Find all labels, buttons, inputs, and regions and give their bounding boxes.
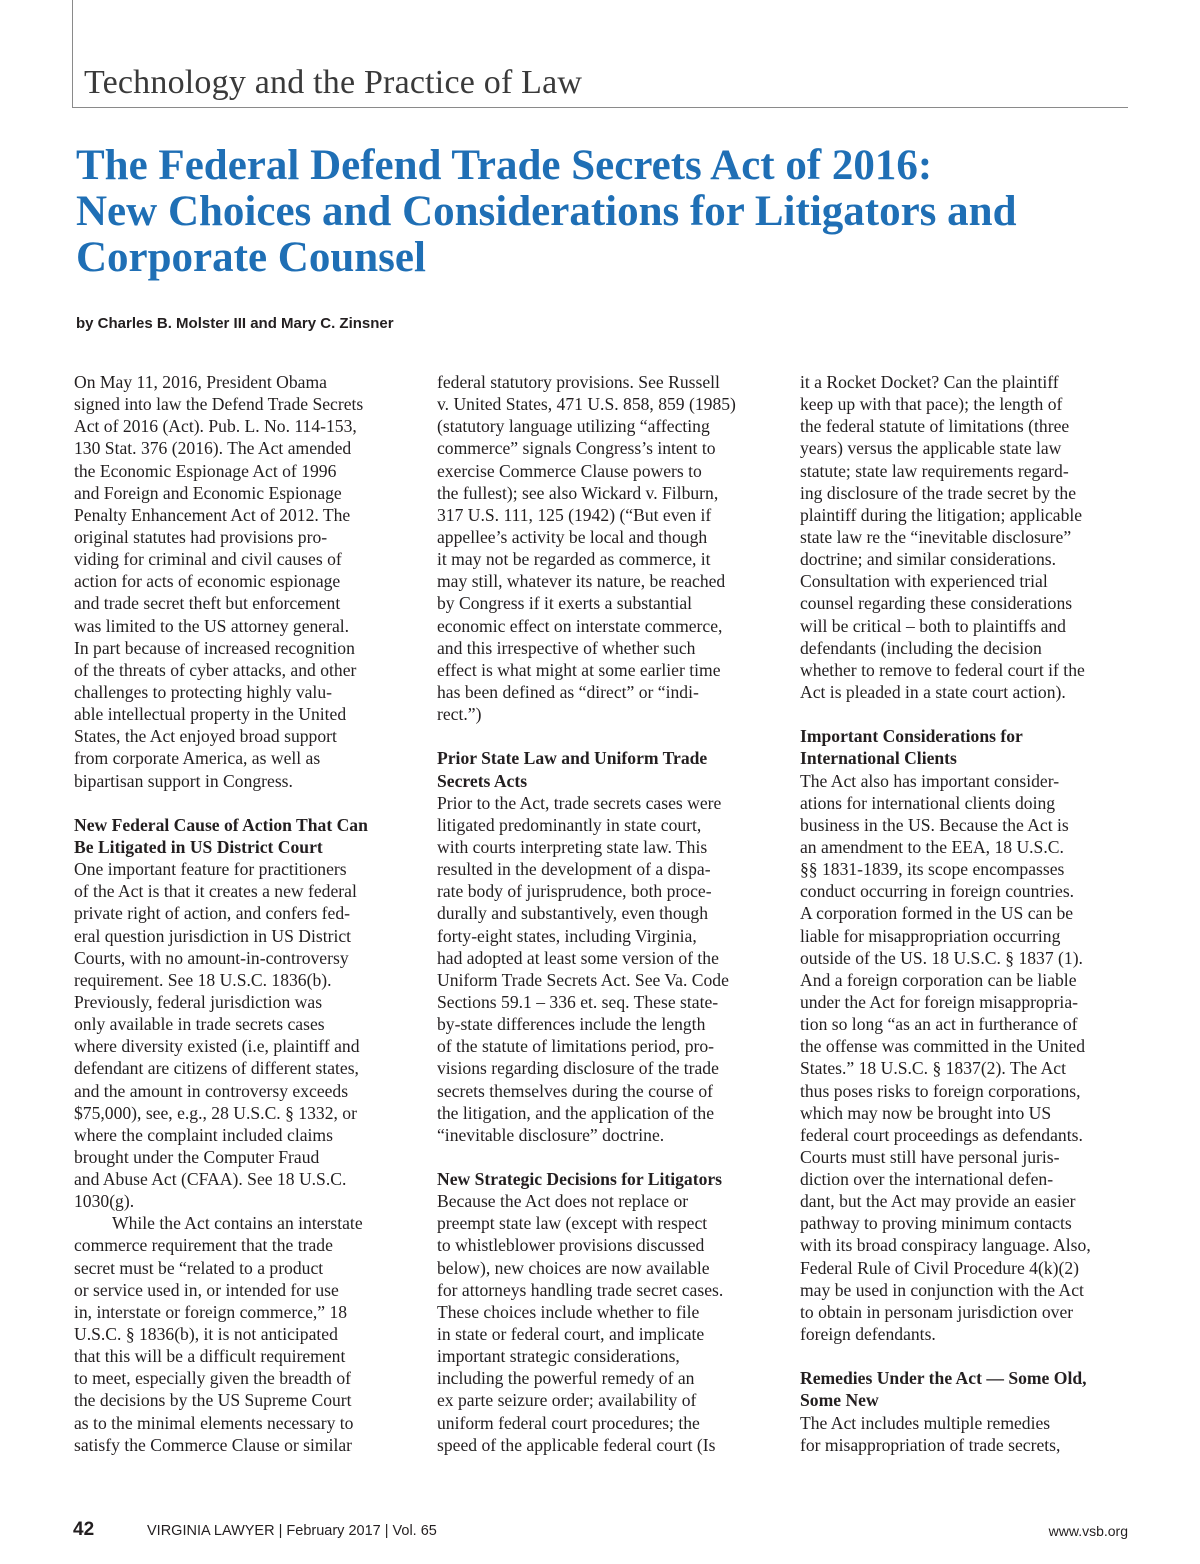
body-text-line: signed into law the Defend Trade Secrets <box>74 394 364 415</box>
body-text-line: in, interstate or foreign commerce,” 18 <box>74 1301 348 1322</box>
body-text-line: challenges to protecting highly valu- <box>74 681 332 702</box>
body-text-line: doctrine; and similar considerations. <box>800 549 1057 570</box>
section-heading-line: Some New <box>800 1390 879 1411</box>
byline: by Charles B. Molster III and Mary C. Zinsner <box>76 315 394 332</box>
paragraph-gap <box>437 1146 773 1168</box>
body-text-line: to meet, especially given the breadth of <box>74 1368 351 1389</box>
body-text-line: uniform federal court procedures; the <box>437 1412 700 1433</box>
body-text-line: as to the minimal elements necessary to <box>74 1412 354 1433</box>
title-line: New Choices and Considerations for Litigators and <box>76 188 1017 235</box>
title-line: Corporate Counsel <box>76 234 426 281</box>
body-text-line: visions regarding disclosure of the trade <box>437 1058 719 1079</box>
body-text-line: ations for international clients doing <box>800 792 1056 813</box>
body-text-line: diction over the international defen- <box>800 1169 1054 1190</box>
body-text-line: Courts must still have personal juris- <box>800 1146 1060 1167</box>
body-text-line: private right of action, and confers fed- <box>74 903 351 924</box>
paragraph-gap <box>437 725 773 747</box>
body-text-line: had adopted at least some version of the <box>437 947 719 968</box>
body-text-line: years) versus the applicable state law <box>800 438 1062 459</box>
body-text-line: the litigation, and the application of the <box>437 1102 715 1123</box>
paragraph-gap <box>800 703 1136 725</box>
text-column-1 <box>74 371 404 1456</box>
section-heading-line: Prior State Law and Uniform Trade <box>437 748 708 769</box>
body-text-line: federal court proceedings as defendants. <box>800 1124 1083 1145</box>
body-text-line: $75,000), see, e.g., 28 U.S.C. § 1332, or <box>74 1102 357 1123</box>
body-text-line: commerce” signals Congress’s intent to <box>437 438 716 459</box>
body-text-line: with courts interpreting state law. This <box>437 836 708 857</box>
body-text-line: and this irrespective of whether such <box>437 637 696 658</box>
body-text-line: by Congress if it exerts a substantial <box>437 593 693 614</box>
body-text-line: thus poses risks to foreign corporations, <box>800 1080 1081 1101</box>
article-title <box>76 143 1136 281</box>
section-heading-line: Secrets Acts <box>437 770 528 791</box>
body-text-line: may still, whatever its nature, be reached <box>437 571 726 592</box>
body-text-line: rate body of jurisprudence, both proce- <box>437 881 712 902</box>
body-text-line: While the Act contains an interstate <box>112 1213 363 1234</box>
body-text-line: foreign defendants. <box>800 1324 936 1345</box>
section-heading-line: Important Considerations for <box>800 726 1023 747</box>
body-text-line: it a Rocket Docket? Can the plaintiff <box>800 372 1059 392</box>
body-text-line: from corporate America, as well as <box>74 748 321 769</box>
body-text-line: ing disclosure of the trade secret by the <box>800 482 1077 503</box>
body-text-line: will be critical – both to plaintiffs and <box>800 615 1066 636</box>
body-text-line: States.” 18 U.S.C. § 1837(2). The Act <box>800 1058 1067 1079</box>
body-text-line: rect.”) <box>437 704 482 725</box>
body-text-line: of the threats of cyber attacks, and other <box>74 659 357 680</box>
body-text-line: forty-eight states, including Virginia, <box>437 925 697 946</box>
body-text-line: plaintiff during the litigation; applicable <box>800 504 1083 525</box>
header-divider <box>72 107 1128 108</box>
body-text-line: to whistleblower provisions discussed <box>437 1235 705 1256</box>
body-text-line: Prior to the Act, trade secrets cases were <box>437 792 722 813</box>
body-text-line: may be used in conjunction with the Act <box>800 1279 1084 1300</box>
body-text-line: A corporation formed in the US can be <box>800 903 1074 924</box>
body-text-line: dant, but the Act may provide an easier <box>800 1191 1076 1212</box>
body-text-line: defendants (including the decision <box>800 637 1042 658</box>
section-header: Technology and the Practice of Law <box>84 64 583 101</box>
body-text-line: including the powerful remedy of an <box>437 1368 695 1389</box>
text-column-2 <box>437 371 773 1456</box>
body-text-line: important strategic considerations, <box>437 1346 680 1367</box>
body-text-line: defendant are citizens of different states, <box>74 1058 359 1079</box>
body-text-line: whether to remove to federal court if the <box>800 659 1085 680</box>
section-heading-line: New Federal Cause of Action That Can <box>74 814 368 835</box>
body-text-line: where diversity existed (i.e, plaintiff and <box>74 1036 360 1057</box>
body-text-line: for misappropriation of trade secrets, <box>800 1434 1061 1455</box>
body-text-line: satisfy the Commerce Clause or similar <box>74 1434 353 1455</box>
body-text-line: bipartisan support in Congress. <box>74 770 293 791</box>
body-text-line: where the complaint included claims <box>74 1124 333 1145</box>
body-text-line: Penalty Enhancement Act of 2012. The <box>74 504 351 525</box>
body-text-line: litigated predominantly in state court, <box>437 814 702 835</box>
section-heading-line: Remedies Under the Act — Some Old, <box>800 1368 1087 1389</box>
body-text-line: States, the Act enjoyed broad support <box>74 726 337 747</box>
body-text-line: economic effect on interstate commerce, <box>437 615 723 636</box>
body-text-line: conduct occurring in foreign countries. <box>800 881 1075 902</box>
body-text-line: the Economic Espionage Act of 1996 <box>74 460 337 481</box>
body-text-line: business in the US. Because the Act is <box>800 814 1069 835</box>
body-text-line: of the statute of limitations period, pro- <box>437 1036 715 1057</box>
body-text-line: Consultation with experienced trial <box>800 571 1048 592</box>
body-text-line: One important feature for practitioners <box>74 859 347 880</box>
body-text-line: for attorneys handling trade secret cases. <box>437 1279 724 1300</box>
section-heading-line: Be Litigated in US District Court <box>74 836 323 857</box>
body-text-line: preempt state law (except with respect <box>437 1213 708 1234</box>
body-text-line: and trade secret theft but enforcement <box>74 593 341 614</box>
body-text-line: 1030(g). <box>74 1191 135 1212</box>
body-text-line: only available in trade secrets cases <box>74 1014 325 1035</box>
body-text-line: counsel regarding these considerations <box>800 593 1073 614</box>
body-text-line: an amendment to the EEA, 18 U.S.C. <box>800 836 1064 857</box>
header-vertical-rule <box>72 0 73 108</box>
body-text-line: The Act also has important consider- <box>800 770 1060 791</box>
body-text-line: under the Act for foreign misappropria- <box>800 991 1078 1012</box>
body-text-line: resulted in the development of a dispa- <box>437 859 711 880</box>
section-heading-line: New Strategic Decisions for Litigators <box>437 1169 723 1190</box>
body-text-line: the offense was committed in the United <box>800 1036 1086 1057</box>
body-text-line: keep up with that pace); the length of <box>800 394 1063 415</box>
body-text-line: eral question jurisdiction in US District <box>74 925 352 946</box>
body-text-line: below), new choices are now available <box>437 1257 710 1278</box>
body-text-line: pathway to proving minimum contacts <box>800 1213 1072 1234</box>
page-number: 42 <box>73 1519 95 1540</box>
body-text-line: brought under the Computer Fraud <box>74 1146 320 1167</box>
body-text-line: U.S.C. § 1836(b), it is not anticipated <box>74 1324 338 1345</box>
body-text-line: Courts, with no amount-in-controversy <box>74 947 349 968</box>
body-text-line: These choices include whether to file <box>437 1301 700 1322</box>
body-text-line: ex parte seizure order; availability of <box>437 1390 697 1411</box>
body-text-line: 130 Stat. 376 (2016). The Act amended <box>74 438 352 459</box>
body-text-line: And a foreign corporation can be liable <box>800 969 1077 990</box>
body-text-line: federal statutory provisions. See Russell <box>437 372 720 392</box>
body-text-line: state law re the “inevitable disclosure” <box>800 526 1072 547</box>
body-text-line: appellee’s activity be local and though <box>437 526 708 547</box>
text-column-3 <box>800 371 1136 1456</box>
body-text-line: or service used in, or intended for use <box>74 1279 339 1300</box>
body-text-line: tion so long “as an act in furtherance of <box>800 1014 1078 1035</box>
body-text-line: the federal statute of limitations (three <box>800 416 1070 437</box>
body-text-line: action for acts of economic espionage <box>74 571 341 592</box>
body-text-line: has been defined as “direct” or “indi- <box>437 681 699 702</box>
body-text-line: secret must be “related to a product <box>74 1257 324 1278</box>
body-text-line: 317 U.S. 111, 125 (1942) (“But even if <box>437 504 712 525</box>
body-text-line: was limited to the US attorney general. <box>74 615 350 636</box>
body-text-line: Act is pleaded in a state court action). <box>800 681 1066 702</box>
body-text-line: On May 11, 2016, President Obama <box>74 372 327 392</box>
body-text-line: Act of 2016 (Act). Pub. L. No. 114-153, <box>74 416 357 437</box>
title-line: The Federal Defend Trade Secrets Act of 2016: <box>76 142 933 189</box>
body-text-line: it may not be regarded as commerce, it <box>437 549 711 570</box>
body-text-line: (statutory language utilizing “affecting <box>437 416 710 437</box>
website-link[interactable]: www.vsb.org <box>1048 1523 1128 1539</box>
body-text-line: speed of the applicable federal court (Is <box>437 1434 716 1455</box>
body-text-line: durally and substantively, even though <box>437 903 709 924</box>
paragraph-gap <box>800 1345 1136 1367</box>
body-text-line: and Abuse Act (CFAA). See 18 U.S.C. <box>74 1169 347 1190</box>
body-text-line: commerce requirement that the trade <box>74 1235 333 1256</box>
body-text-line: able intellectual property in the United <box>74 704 347 725</box>
body-text-line: Federal Rule of Civil Procedure 4(k)(2) <box>800 1257 1079 1278</box>
body-text-line: secrets themselves during the course of <box>437 1080 714 1101</box>
body-text-line: requirement. See 18 U.S.C. 1836(b). <box>74 969 332 990</box>
body-text-line: in state or federal court, and implicate <box>437 1324 705 1345</box>
body-text-line: exercise Commerce Clause powers to <box>437 460 702 481</box>
body-text-line: Uniform Trade Secrets Act. See Va. Code <box>437 969 729 990</box>
body-text-line: original statutes had provisions pro- <box>74 526 328 547</box>
body-text-line: §§ 1831-1839, its scope encompasses <box>800 859 1065 880</box>
body-text-line: of the Act is that it creates a new federal <box>74 881 357 902</box>
body-text-line: and the amount in controversy exceeds <box>74 1080 349 1101</box>
body-text-line: outside of the US. 18 U.S.C. § 1837 (1). <box>800 947 1083 968</box>
body-text-line: Previously, federal jurisdiction was <box>74 991 323 1012</box>
body-text-line: effect is what might at some earlier time <box>437 659 721 680</box>
body-text-line: “inevitable disclosure” doctrine. <box>437 1124 665 1145</box>
body-text-line: the fullest); see also Wickard v. Filburn, <box>437 482 719 503</box>
body-text-line: liable for misappropriation occurring <box>800 925 1061 946</box>
body-text-line: to obtain in personam jurisdiction over <box>800 1301 1074 1322</box>
body-text-line: and Foreign and Economic Espionage <box>74 482 342 503</box>
body-text-line: the decisions by the US Supreme Court <box>74 1390 352 1411</box>
body-text-line: statute; state law requirements regard- <box>800 460 1069 481</box>
body-text-line: Sections 59.1 – 336 et. seq. These state- <box>437 991 719 1012</box>
body-text-line: Because the Act does not replace or <box>437 1191 689 1212</box>
section-heading-line: International Clients <box>800 748 957 769</box>
body-text-line: which may now be brought into US <box>800 1102 1052 1123</box>
publication-info: VIRGINIA LAWYER | February 2017 | Vol. 65 <box>147 1523 437 1539</box>
body-text-line: v. United States, 471 U.S. 858, 859 (1985) <box>437 394 736 415</box>
body-text-line: that this will be a difficult requirement <box>74 1346 346 1367</box>
body-text-line: The Act includes multiple remedies <box>800 1412 1051 1433</box>
body-text-line: viding for criminal and civil causes of <box>74 549 342 570</box>
body-text-line: with its broad conspiracy language. Also, <box>800 1235 1091 1256</box>
body-text-line: by-state differences include the length <box>437 1014 706 1035</box>
body-text-line: In part because of increased recognition <box>74 637 355 658</box>
paragraph-gap <box>74 792 404 814</box>
